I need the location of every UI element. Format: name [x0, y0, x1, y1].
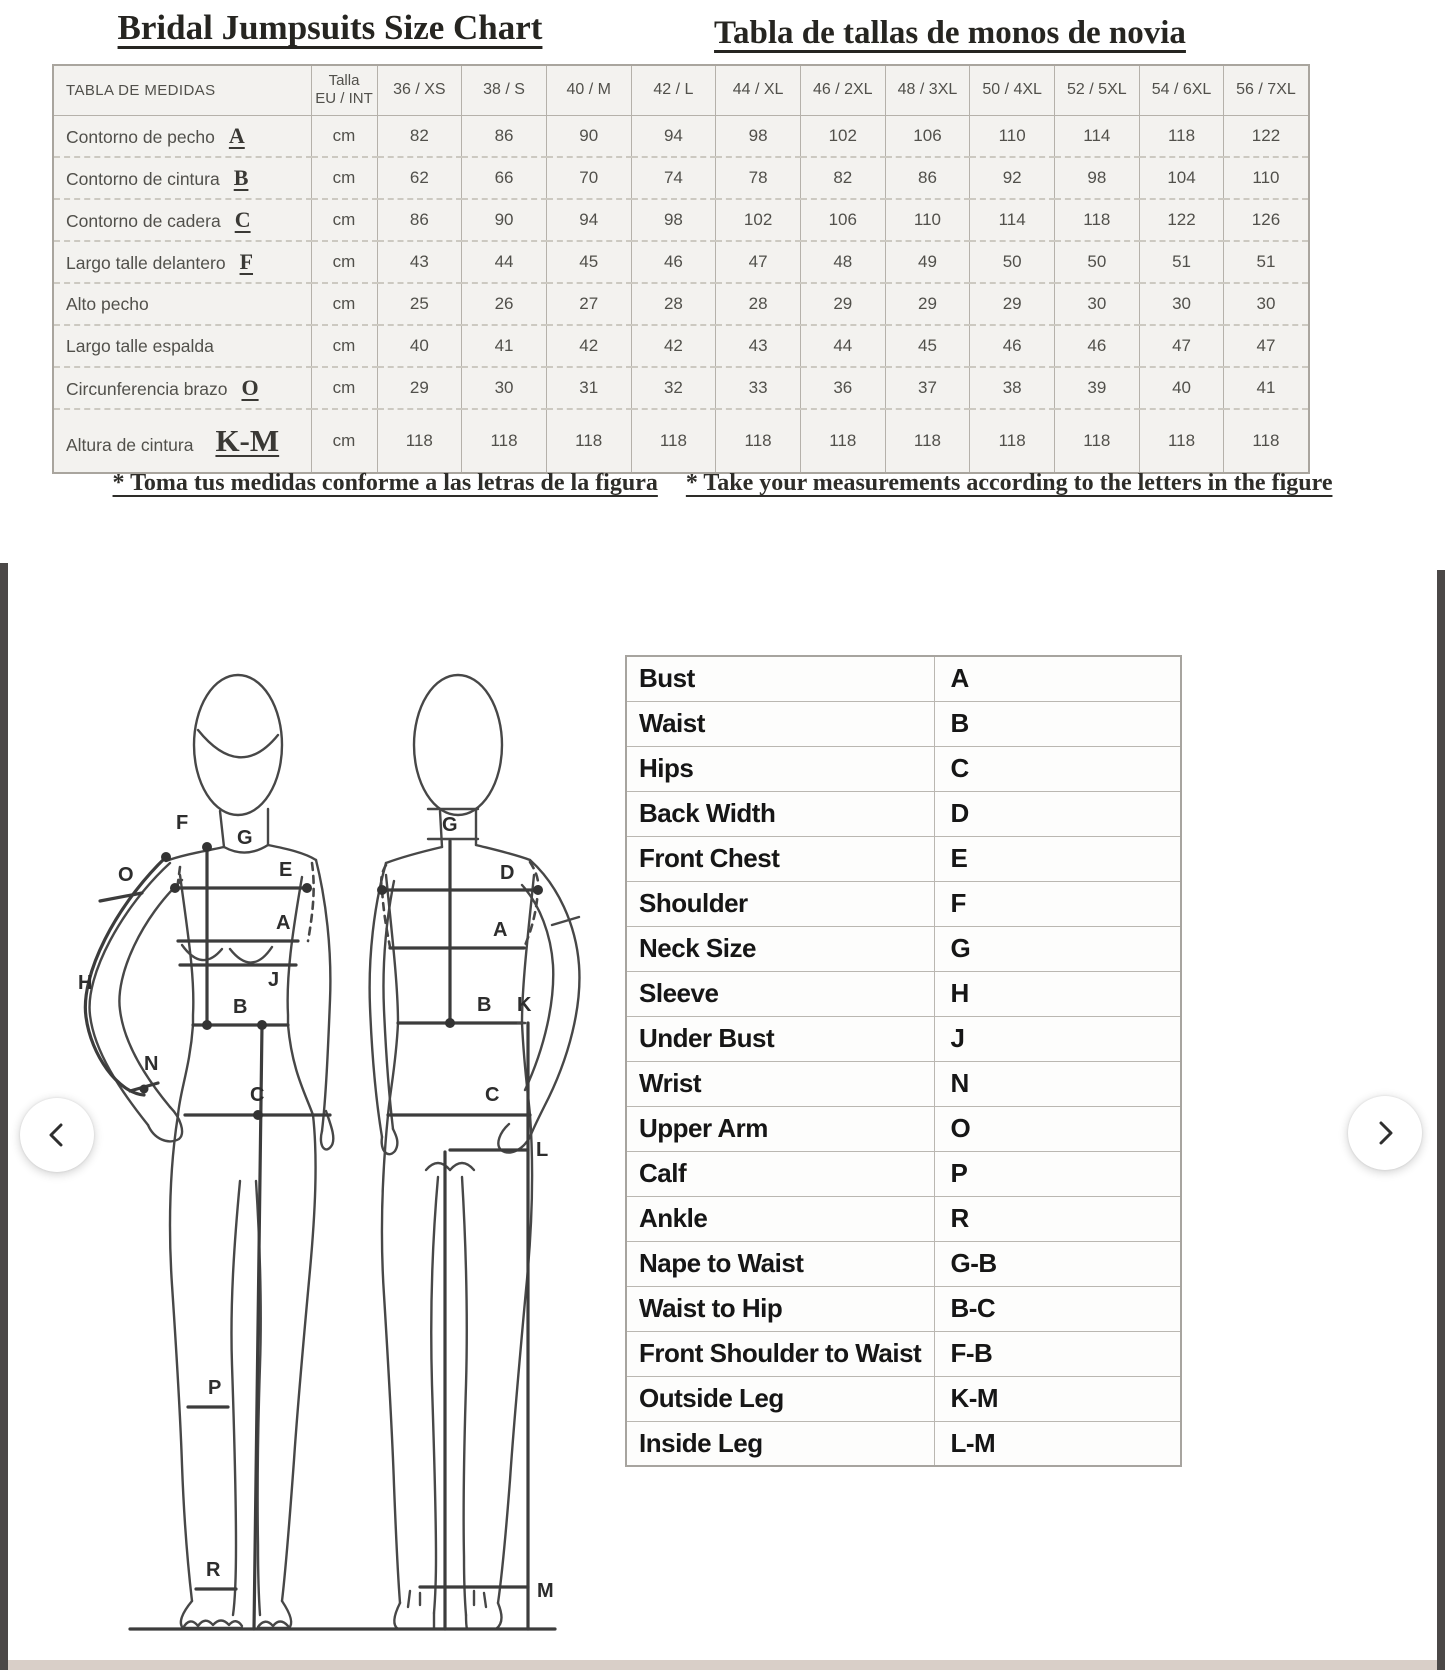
size-value-cell: 86	[377, 199, 462, 241]
figure-letter-B: B	[477, 994, 492, 1016]
size-value-cell: 28	[631, 283, 716, 325]
figure-letter-R: R	[206, 1559, 221, 1581]
legend-row	[626, 1421, 1181, 1466]
size-value-cell: 102	[716, 199, 801, 241]
legend-row	[626, 791, 1181, 836]
size-value-cell: 86	[885, 157, 970, 199]
legend-row	[626, 1196, 1181, 1241]
size-value-cell: 126	[1224, 199, 1309, 241]
size-value-cell: 47	[1139, 325, 1224, 367]
unit-cell: cm	[311, 241, 377, 283]
size-value-cell: 118	[1055, 409, 1140, 473]
legend-row	[626, 1016, 1181, 1061]
size-value-cell: 86	[462, 115, 547, 157]
figure-letter-K: K	[517, 994, 532, 1016]
size-value-cell: 50	[970, 241, 1055, 283]
legend-row	[626, 1151, 1181, 1196]
legend-row	[626, 1376, 1181, 1421]
measurement-letter: O	[241, 375, 259, 400]
measurement-letter: B	[233, 165, 249, 190]
size-value-cell: 118	[716, 409, 801, 473]
legend-measurement-name: Calf	[626, 1151, 934, 1196]
legend-measurement-name: Upper Arm	[626, 1106, 934, 1151]
size-value-cell: 30	[1055, 283, 1140, 325]
legend-letter-code: G-B	[934, 1241, 1181, 1286]
measurement-name: Contorno de cadera C	[53, 199, 311, 241]
size-value-cell: 44	[462, 241, 547, 283]
legend-letter-code: C	[934, 746, 1181, 791]
size-value-cell: 25	[377, 283, 462, 325]
size-value-cell: 30	[1224, 283, 1309, 325]
size-value-cell: 45	[885, 325, 970, 367]
legend-measurement-name: Shoulder	[626, 881, 934, 926]
size-value-cell: 122	[1224, 115, 1309, 157]
size-value-cell: 90	[546, 115, 631, 157]
size-value-cell: 31	[546, 367, 631, 409]
size-table	[52, 64, 1310, 474]
figure-letter-D: D	[500, 862, 515, 884]
size-value-cell: 32	[631, 367, 716, 409]
legend-row	[626, 656, 1181, 701]
size-value-cell: 118	[1139, 115, 1224, 157]
size-value-cell: 110	[885, 199, 970, 241]
size-column-header: 36 / XS	[377, 65, 462, 115]
size-value-cell: 43	[377, 241, 462, 283]
legend-measurement-name: Sleeve	[626, 971, 934, 1016]
size-value-cell: 42	[631, 325, 716, 367]
chevron-right-icon	[1371, 1119, 1399, 1147]
measurement-name: Contorno de cintura B	[53, 157, 311, 199]
figure-letter-G: G	[442, 814, 458, 836]
legend-row	[626, 926, 1181, 971]
legend-letter-code: B-C	[934, 1286, 1181, 1331]
size-value-cell: 51	[1224, 241, 1309, 283]
size-value-cell: 38	[970, 367, 1055, 409]
size-value-cell: 78	[716, 157, 801, 199]
size-value-cell: 118	[1224, 409, 1309, 473]
size-value-cell: 45	[546, 241, 631, 283]
front-figure	[85, 675, 333, 1629]
carousel-next-button[interactable]	[1348, 1096, 1422, 1170]
footnote-english: * Take your measurements according to the letters in the figure	[685, 470, 1333, 496]
image-carousel	[0, 535, 1445, 1670]
legend-letter-code: K-M	[934, 1376, 1181, 1421]
size-value-cell: 118	[1055, 199, 1140, 241]
size-table-row	[53, 115, 1309, 157]
size-table-row	[53, 409, 1309, 473]
size-value-cell: 47	[716, 241, 801, 283]
size-table-row	[53, 199, 1309, 241]
size-value-cell: 48	[800, 241, 885, 283]
size-column-header: 48 / 3XL	[885, 65, 970, 115]
size-table-row	[53, 157, 1309, 199]
size-value-cell: 94	[631, 115, 716, 157]
legend-row	[626, 701, 1181, 746]
size-value-cell: 98	[716, 115, 801, 157]
figure-letter-C: C	[485, 1084, 500, 1106]
size-column-header: 38 / S	[462, 65, 547, 115]
size-value-cell: 49	[885, 241, 970, 283]
table-corner-label: TABLA DE MEDIDAS	[53, 65, 311, 115]
figure-svg	[30, 545, 600, 1670]
size-value-cell: 40	[1139, 367, 1224, 409]
legend-measurement-name: Front Chest	[626, 836, 934, 881]
size-value-cell: 92	[970, 157, 1055, 199]
unit-cell: cm	[311, 199, 377, 241]
size-value-cell: 74	[631, 157, 716, 199]
legend-row	[626, 881, 1181, 926]
figure-letter-A: A	[276, 912, 291, 934]
size-value-cell: 29	[970, 283, 1055, 325]
size-value-cell: 110	[970, 115, 1055, 157]
size-table-row	[53, 283, 1309, 325]
size-column-header: 56 / 7XL	[1224, 65, 1309, 115]
carousel-prev-button[interactable]	[20, 1098, 94, 1172]
legend-row	[626, 1061, 1181, 1106]
size-value-cell: 46	[1055, 325, 1140, 367]
size-value-cell: 28	[716, 283, 801, 325]
size-value-cell: 114	[1055, 115, 1140, 157]
figure-letter-M: M	[537, 1580, 554, 1602]
size-value-cell: 118	[462, 409, 547, 473]
footnotes	[0, 470, 1445, 497]
size-value-cell: 29	[377, 367, 462, 409]
size-value-cell: 27	[546, 283, 631, 325]
size-value-cell: 41	[1224, 367, 1309, 409]
size-table-row	[53, 241, 1309, 283]
size-value-cell: 106	[885, 115, 970, 157]
legend-measurement-name: Hips	[626, 746, 934, 791]
size-value-cell: 30	[462, 367, 547, 409]
legend-table	[625, 655, 1182, 1467]
legend-measurement-name: Inside Leg	[626, 1421, 934, 1466]
size-value-cell: 82	[800, 157, 885, 199]
legend-letter-code: R	[934, 1196, 1181, 1241]
size-value-cell: 118	[1139, 409, 1224, 473]
size-value-cell: 51	[1139, 241, 1224, 283]
legend-row	[626, 1286, 1181, 1331]
size-value-cell: 118	[970, 409, 1055, 473]
unit-cell: cm	[311, 157, 377, 199]
legend-letter-code: A	[934, 656, 1181, 701]
size-value-cell: 26	[462, 283, 547, 325]
size-value-cell: 62	[377, 157, 462, 199]
size-table-body	[53, 115, 1309, 473]
size-value-cell: 50	[1055, 241, 1140, 283]
carousel-edge-right	[1437, 570, 1445, 1670]
size-column-header: 42 / L	[631, 65, 716, 115]
carousel-edge-left	[0, 563, 8, 1670]
measurement-name: Contorno de pecho A	[66, 122, 245, 148]
legend-row	[626, 746, 1181, 791]
legend-measurement-name: Back Width	[626, 791, 934, 836]
chevron-left-icon	[43, 1121, 71, 1149]
size-table-header-row	[53, 65, 1309, 115]
figure-letter-G: G	[237, 827, 253, 849]
legend-measurement-name: Waist to Hip	[626, 1286, 934, 1331]
size-value-cell: 66	[462, 157, 547, 199]
size-value-cell: 102	[800, 115, 885, 157]
legend-letter-code: P	[934, 1151, 1181, 1196]
legend-row	[626, 836, 1181, 881]
legend-letter-code: F	[934, 881, 1181, 926]
size-value-cell: 118	[800, 409, 885, 473]
footnote-spanish: * Toma tus medidas conforme a las letras de la figura	[112, 470, 658, 496]
figure-letter-J: J	[268, 969, 280, 991]
size-column-header: 44 / XL	[716, 65, 801, 115]
size-value-cell: 37	[885, 367, 970, 409]
unit-column-header: Talla EU / INT	[311, 65, 377, 115]
size-value-cell: 44	[800, 325, 885, 367]
unit-cell: cm	[311, 283, 377, 325]
legend-table-body	[626, 656, 1181, 1466]
legend-row	[626, 971, 1181, 1016]
legend-row	[626, 1106, 1181, 1151]
legend-measurement-name: Ankle	[626, 1196, 934, 1241]
size-column-header: 50 / 4XL	[970, 65, 1055, 115]
size-value-cell: 43	[716, 325, 801, 367]
figure-letter-B: B	[233, 996, 248, 1018]
size-value-cell: 94	[546, 199, 631, 241]
size-value-cell: 40	[377, 325, 462, 367]
legend-measurement-name: Under Bust	[626, 1016, 934, 1061]
legend-letter-code: E	[934, 836, 1181, 881]
legend-letter-code: F-B	[934, 1331, 1181, 1376]
size-value-cell: 118	[377, 409, 462, 473]
size-value-cell: 36	[800, 367, 885, 409]
measurement-letter: K-M	[215, 423, 280, 458]
size-value-cell: 98	[1055, 157, 1140, 199]
measurement-name: Circunferencia brazo O	[53, 367, 311, 409]
legend-letter-code: N	[934, 1061, 1181, 1106]
size-table-row	[53, 325, 1309, 367]
size-value-cell: 114	[970, 199, 1055, 241]
size-value-cell: 82	[377, 115, 462, 157]
measurement-letter: C	[234, 207, 251, 232]
figure-letter-E: E	[279, 859, 293, 881]
legend-measurement-name: Front Shoulder to Waist	[626, 1331, 934, 1376]
unit-cell: cm	[311, 325, 377, 367]
unit-cell: cm	[311, 367, 377, 409]
size-value-cell: 98	[631, 199, 716, 241]
size-column-header: 46 / 2XL	[800, 65, 885, 115]
legend-letter-code: B	[934, 701, 1181, 746]
figure-letter-O: O	[118, 864, 134, 886]
size-value-cell: 42	[546, 325, 631, 367]
size-value-cell: 46	[970, 325, 1055, 367]
size-column-header: 54 / 6XL	[1139, 65, 1224, 115]
figure-letter-A: A	[493, 919, 508, 941]
figure-letter-N: N	[144, 1053, 159, 1075]
legend-letter-code: H	[934, 971, 1181, 1016]
size-value-cell: 118	[885, 409, 970, 473]
figure-letter-C: C	[250, 1084, 265, 1106]
legend-measurement-name: Neck Size	[626, 926, 934, 971]
legend-letter-code: O	[934, 1106, 1181, 1151]
legend-letter-code: J	[934, 1016, 1181, 1061]
size-table-row	[53, 367, 1309, 409]
page-title-spanish: Tabla de tallas de monos de novia	[714, 15, 1186, 51]
figure-letter-F: F	[176, 812, 189, 834]
size-value-cell: 29	[885, 283, 970, 325]
measurement-name: Largo talle espalda	[53, 325, 311, 367]
size-value-cell: 118	[631, 409, 716, 473]
measurement-name: Altura de cintura K-M	[53, 409, 311, 473]
size-value-cell: 106	[800, 199, 885, 241]
size-column-header: 40 / M	[546, 65, 631, 115]
size-value-cell: 118	[546, 409, 631, 473]
size-value-cell: 46	[631, 241, 716, 283]
figure-letter-H: H	[78, 972, 93, 994]
figure-letter-L: L	[536, 1139, 549, 1161]
size-value-cell: 33	[716, 367, 801, 409]
legend-measurement-name: Nape to Waist	[626, 1241, 934, 1286]
legend-row	[626, 1241, 1181, 1286]
unit-cell: cm	[311, 409, 377, 473]
size-value-cell: 39	[1055, 367, 1140, 409]
legend-measurement-name: Waist	[626, 701, 934, 746]
size-value-cell: 47	[1224, 325, 1309, 367]
size-column-header: 52 / 5XL	[1055, 65, 1140, 115]
legend-measurement-name: Wrist	[626, 1061, 934, 1106]
measurement-letter: A	[228, 122, 245, 148]
legend-letter-code: D	[934, 791, 1181, 836]
size-value-cell: 70	[546, 157, 631, 199]
page-title: Bridal Jumpsuits Size Chart	[117, 8, 543, 47]
size-value-cell: 104	[1139, 157, 1224, 199]
unit-cell: cm	[311, 115, 377, 157]
measurement-letter: F	[239, 249, 254, 274]
legend-row	[626, 1331, 1181, 1376]
figure-letter-P: P	[208, 1377, 222, 1399]
size-value-cell: 90	[462, 199, 547, 241]
size-value-cell: 41	[462, 325, 547, 367]
legend-letter-code: G	[934, 926, 1181, 971]
size-value-cell: 122	[1139, 199, 1224, 241]
size-value-cell: 110	[1224, 157, 1309, 199]
size-value-cell: 30	[1139, 283, 1224, 325]
legend-measurement-name: Bust	[626, 656, 934, 701]
measurement-name: Alto pecho	[53, 283, 311, 325]
legend-letter-code: L-M	[934, 1421, 1181, 1466]
measurement-name: Largo talle delantero F	[53, 241, 311, 283]
legend-measurement-name: Outside Leg	[626, 1376, 934, 1421]
size-value-cell: 29	[800, 283, 885, 325]
